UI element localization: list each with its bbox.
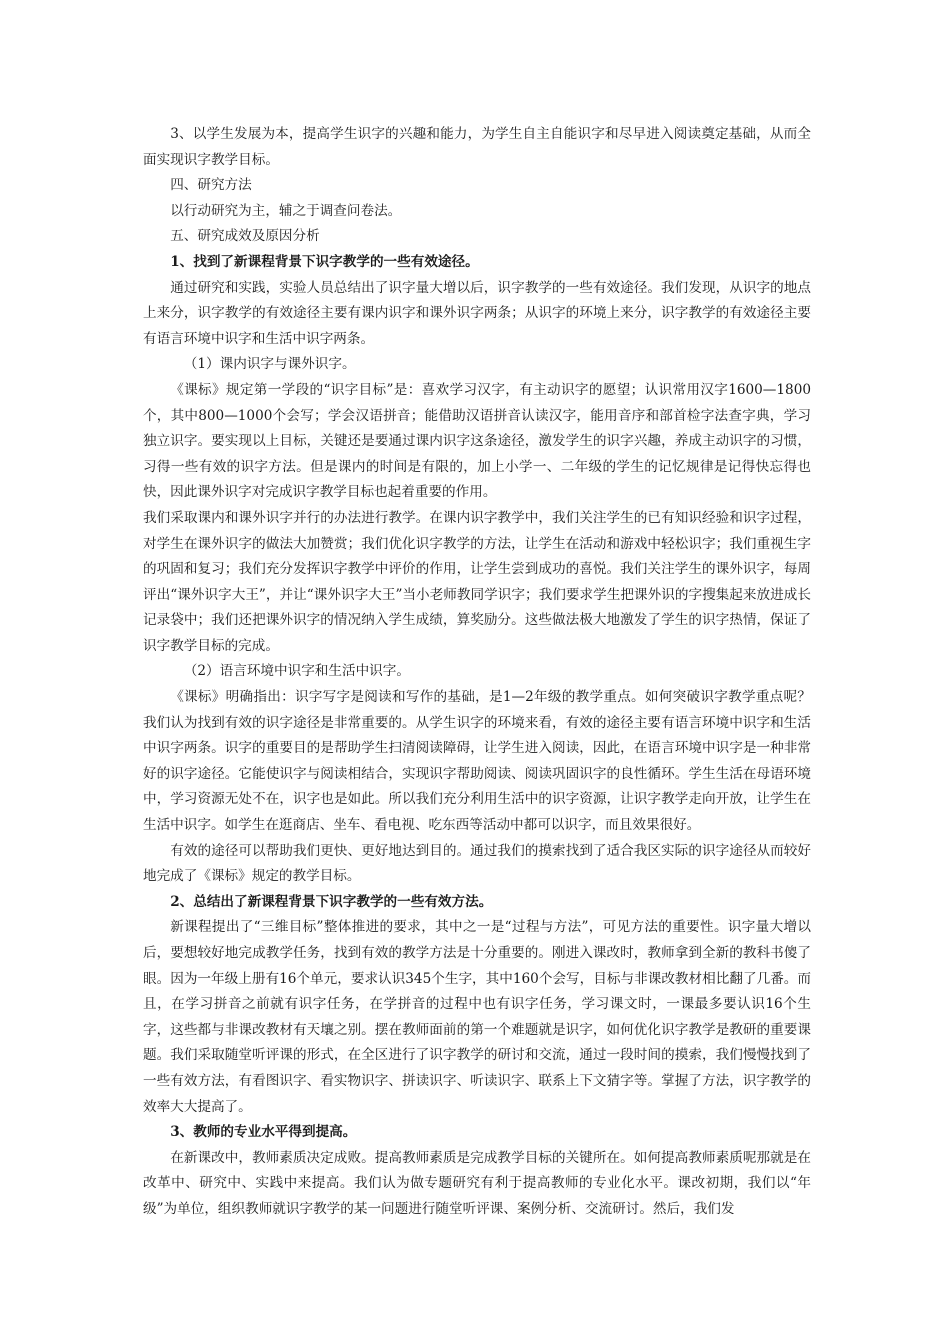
body-paragraph: 新课程提出了“三维目标”整体推进的要求，其中之一是“过程与方法”，可见方法的重要性。识字量大增以后，要想较好地完成教学任务，找到有效的教学方法是十分重要的。刚进入课改时，教师拿到全新的教科书傻了眼。因为一年级上册有16个单元，要求认识345个生字，其中160个会写，目标与非课改教材相比翻了几番。而且，在学习拼音之前就有识字任务，在学拼音的过程中也有识字任务，学习课文时，一课最多要认识16个生字，这些都与非课改教材有天壤之别。摆在教师面前的第一个难题就是识字，如何优化识字教学是教研的重要课题。我们采取随堂听评课的形式，在全区进行了识字教学的研讨和交流，通过一段时间的摸索，我们慢慢找到了一些有效方法，有看图识字、看实物识字、拼读识字、听读识字、联系上下文猜字等。掌握了方法，识字教学的效率大大提高了。 (143, 919, 811, 1115)
body-paragraph: 我们采取课内和课外识字并行的办法进行教学。在课内识字教学中，我们关注学生的已有知识经验和识字过程，对学生在课外识字的做法大加赞赏；我们优化识字教学的方法，让学生在活动和游戏中轻松识字；我们重视生字的巩固和复习；我们充分发挥识字教学中评价的作用，让学生尝到成功的喜悦。我们关注学生的课外识字，每周评出“课外识字大王”，并让“课外识字大王”当小老师教同学识字；我们要求学生把课外识的字搜集起来放进成长记录袋中；我们还把课外识字的情况纳入学生成绩，算奖励分。这些做法极大地激发了学生的识字热情，保证了识字教学目标的完成。 (143, 509, 811, 654)
body-paragraph: 《课标》规定第一学段的“识字目标”是：喜欢学习汉字，有主动识字的愿望；认识常用汉字1600—1800个，其中800—1000个会写；学会汉语拼音；能借助汉语拼音认读汉字，能用音序和部首检字法查字典，学习独立识字。要实现以上目标，关键还是要通过课内识字这条途径，激发学生的识字兴趣，养成主动识字的习惯，习得一些有效的识字方法。但是课内的时间是有限的，加上小学一、二年级的学生的记忆规律是记得快忘得也快，因此课外识字对完成识字教学目标也起着重要的作用。 (143, 381, 811, 501)
subheading-3: 3、教师的专业水平得到提高。 (170, 1124, 357, 1141)
sub-subheading-2: （2）语言环境中识字和生活中识字。 (183, 663, 410, 680)
methods-paragraph: 以行动研究为主，辅之于调查问卷法。 (170, 202, 402, 219)
section-heading-results: 五、研究成效及原因分析 (170, 228, 320, 245)
goal-paragraph-3: 3、以学生发展为本，提高学生识字的兴趣和能力，为学生自主自能识字和尽早进入阅读奠定基础，从而全面实现识字教学目标。 (143, 126, 811, 168)
body-paragraph: 《课标》明确指出：识字写字是阅读和写作的基础，是1—2年级的教学重点。如何突破识字教学重点呢？我们认为找到有效的识字途径是非常重要的。从学生识字的环境来看，有效的途径主要有语言环境中识字和生活中识字两条。识字的重要目的是帮助学生扫清阅读障碍，让学生进入阅读，因此，在语言环境中识字是一种非常好的识字途径。它能使识字与阅读相结合，实现识字帮助阅读、阅读巩固识字的良性循环。学生生活在母语环境中，学习资源无处不在，识字也是如此。所以我们充分利用生活中的识字资源，让识字教学走向开放，让学生在生活中识字。如学生在逛商店、坐车、看电视、吃东西等活动中都可以识字，而且效果很好。 (143, 689, 811, 834)
section-heading-methods: 四、研究方法 (170, 177, 252, 194)
sub-subheading-1: （1）课内识字与课外识字。 (183, 356, 356, 373)
document-page (143, 122, 811, 1223)
subheading-1: 1、找到了新课程背景下识字教学的一些有效途径。 (170, 253, 479, 270)
body-paragraph: 通过研究和实践，实验人员总结出了识字量大增以后，识字教学的一些有效途径。我们发现，从识字的地点上来分，识字教学的有效途径主要有课内识字和课外识字两条；从识字的环境上来分，识字教学的有效途径主要有语言环境中识字和生活中识字两条。 (143, 279, 811, 347)
body-paragraph: 有效的途径可以帮助我们更快、更好地达到目的。通过我们的摸索找到了适合我区实际的识字途径从而较好地完成了《课标》规定的教学目标。 (143, 842, 811, 885)
body-paragraph: 在新课改中，教师素质决定成败。提高教师素质是完成教学目标的关键所在。如何提高教师素质呢那就是在改革中、研究中、实践中来提高。我们认为做专题研究有利于提高教师的专业化水平。课改初期，我们以“年级”为单位，组织教师就识字教学的某一问题进行随堂听评课、案例分析、交流研讨。然后，我们发 (143, 1149, 811, 1217)
subheading-2: 2、总结出了新课程背景下识字教学的一些有效方法。 (170, 893, 493, 910)
